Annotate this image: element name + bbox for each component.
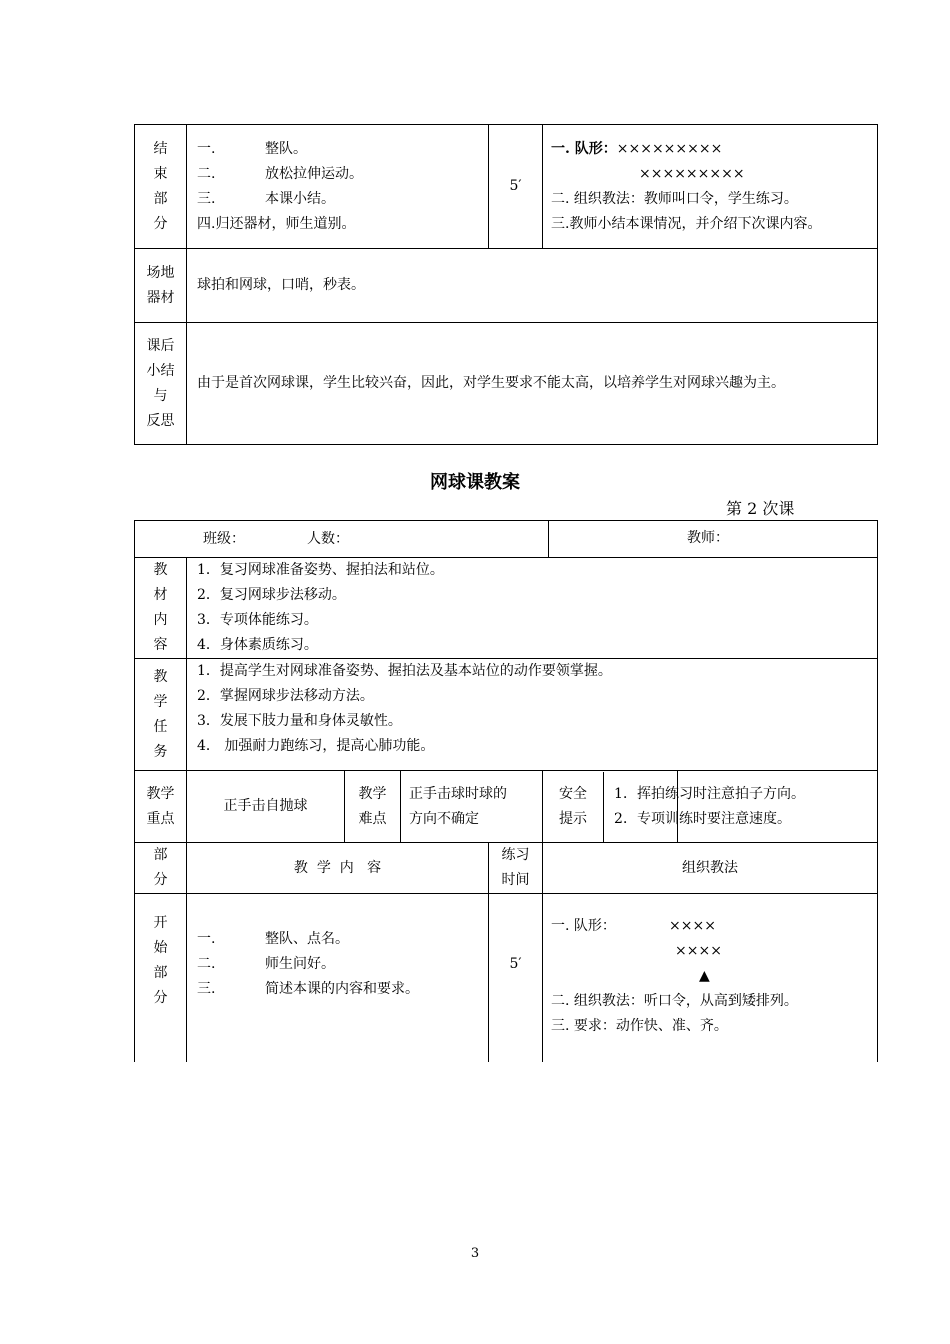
start-part-time: 5′ (489, 894, 543, 1062)
method-column-header: 组织教法 (543, 843, 878, 894)
list-item: 二. 师生问好。 (197, 956, 335, 973)
teacher-cell (549, 521, 878, 558)
content-label: 教材内容 (135, 558, 187, 659)
safety-tips: 1．挥拍练习时注意拍子方向。 2．专项训练时要注意速度。 (678, 771, 878, 843)
key-point-label: 教学 重点 (135, 771, 187, 843)
page-title: 网球课教案 (430, 472, 520, 493)
method-line: 二. 组织教法：听口令，从高到矮排列。 (551, 993, 798, 1009)
tasks-items (187, 659, 878, 771)
end-part-method (543, 125, 878, 249)
method-line: 三.教师小结本课情况，并介绍下次课内容。 (551, 215, 822, 232)
list-item: 4．身体素质练习。 (197, 637, 318, 653)
equipment-text: 球拍和网球，口哨，秒表。 (187, 249, 878, 323)
list-item: 四.归还器材，师生道别。 (197, 215, 356, 232)
list-item: 3．发展下肢力量和身体灵敏性。 (197, 713, 402, 729)
lesson-number: 第 2 次课 (726, 499, 795, 518)
class-label: 班级： (203, 530, 245, 547)
formation-line: 一. 队形： ×××× (551, 918, 716, 934)
teacher-label: 教师： (687, 530, 730, 546)
tasks-label: 教学任务 (135, 659, 187, 771)
class-info-cell (135, 521, 549, 558)
end-part-items (187, 125, 489, 249)
difficulty-label: 教学 难点 (345, 771, 401, 843)
formation-line: 一. 队形：××××××××× (551, 140, 723, 157)
method-line: 三. 要求：动作快、准、齐。 (551, 1018, 728, 1034)
lesson-plan-table (134, 520, 878, 1062)
list-item: 4． 加强耐力跑练习，提高心肺功能。 (197, 738, 435, 754)
teacher-position-icon: ▲ (699, 968, 710, 984)
reflection-text: 由于是首次网球课，学生比较兴奋，因此，对学生要求不能太高，以培养学生对网球兴趣为主。 (187, 323, 878, 445)
list-item: 一. 整队。 (197, 140, 307, 157)
list-item: 2．复习网球步法移动。 (197, 587, 346, 603)
count-label: 人数： (307, 530, 349, 547)
list-item: 2．掌握网球步法移动方法。 (197, 688, 374, 704)
reflection-label: 课后 小结 与 反思 (135, 323, 187, 445)
list-item: 二. 放松拉伸运动。 (197, 165, 363, 182)
list-item: 1．提高学生对网球准备姿势、握拍法及基本站位的动作要领掌握。 (197, 663, 612, 679)
difficulty-value: 正手击球时球的 方向不确定 (401, 771, 543, 843)
list-item: 1．复习网球准备姿势、握拍法和站位。 (197, 562, 444, 578)
list-item: 3．专项体能练习。 (197, 612, 318, 628)
list-item: 三. 简述本课的内容和要求。 (197, 981, 419, 998)
start-part-label: 开始部分 (135, 894, 187, 1062)
part-column-header: 部 分 (135, 843, 187, 894)
formation-row-2: ×××× (675, 943, 722, 959)
list-item: 三. 本课小结。 (197, 190, 335, 207)
end-part-label: 结束部分 (135, 125, 187, 249)
end-section-table (134, 124, 878, 445)
safety-label: 安全 提示 (543, 772, 604, 842)
key-point-value: 正手击自抛球 (187, 771, 345, 843)
list-item: 一. 整队、点名。 (197, 931, 349, 948)
page-number: 3 (470, 1246, 480, 1261)
time-column-header: 练习 时间 (489, 843, 543, 894)
start-part-method (543, 894, 878, 1062)
content-items (187, 558, 878, 659)
end-part-time: 5′ (489, 125, 543, 249)
start-part-items (187, 894, 489, 1062)
equipment-label: 场地 器材 (135, 249, 187, 323)
content-column-header: 教 学 内 容 (187, 843, 489, 894)
method-line: 二. 组织教法：教师叫口令，学生练习。 (551, 190, 798, 207)
formation-row-2: ××××××××× (639, 165, 745, 182)
